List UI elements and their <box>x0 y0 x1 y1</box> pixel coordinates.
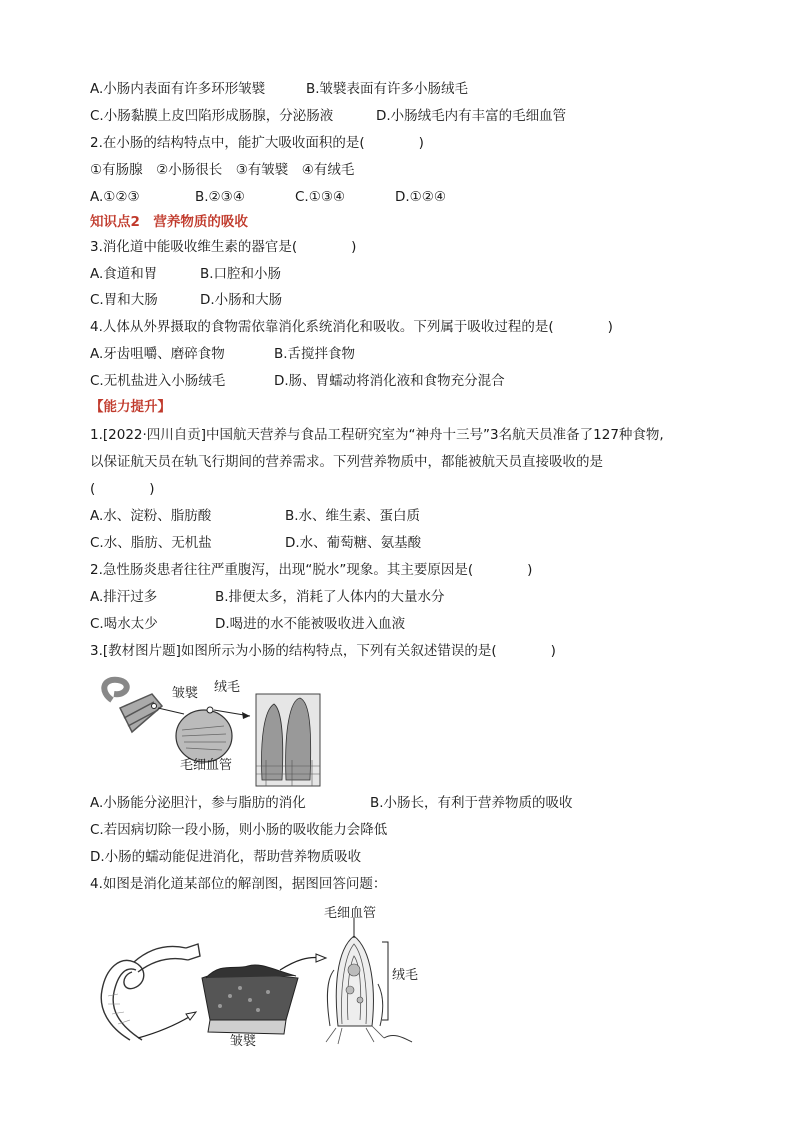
q3-option-a: A.食道和胃 <box>90 266 158 282</box>
q4-option-d: D.肠、胃蠕动将消化液和食物充分混合 <box>274 373 505 389</box>
q3-stem: 3.消化道中能吸收维生素的器官是( ) <box>90 239 357 255</box>
section-heading-ability: 【能力提升】 <box>90 399 171 415</box>
p3-fig-label-fold: 皱襞 <box>172 686 199 701</box>
p4-stem: 4.如图是消化道某部位的解剖图，据图回答问题： <box>90 876 387 892</box>
p4-fig-label-capillary: 毛细血管 <box>324 906 377 921</box>
p3-option-b: B.小肠长，有利于营养物质的吸收 <box>370 795 573 811</box>
p2-option-d: D.喝进的水不能被吸收进入血液 <box>215 616 406 632</box>
p4-fig-label-fold: 皱襞 <box>230 1034 257 1049</box>
p3-fig-label-villus: 绒毛 <box>214 680 241 695</box>
q2-option-c: C.①③④ <box>295 189 346 205</box>
p1-stem-line1: 1.[2022·四川自贡]中国航天营养与食品工程研究室为“神舟十三号”3名航天员准备了127种食物, <box>90 427 664 443</box>
digestive-tract-anatomy-image <box>90 900 440 1050</box>
p1-option-b: B.水、维生素、蛋白质 <box>285 508 421 524</box>
p2-stem: 2.急性肠炎患者往往严重腹泻，出现“脱水”现象。其主要原因是( ) <box>90 562 533 578</box>
q0-option-c: C.小肠黏膜上皮凹陷形成肠腺，分泌肠液 <box>90 108 334 124</box>
q2-items: ①有肠腺 ②小肠很长 ③有皱襞 ④有绒毛 <box>90 162 355 178</box>
q4-option-b: B.舌搅拌食物 <box>274 346 356 362</box>
q3-option-d: D.小肠和大肠 <box>200 292 283 308</box>
digestive-tract-anatomy-figure <box>90 900 440 1050</box>
q0-option-b: B.皱襞表面有许多小肠绒毛 <box>306 81 469 97</box>
p1-option-a: A.水、淀粉、脂肪酸 <box>90 508 212 524</box>
q2-stem: 2.在小肠的结构特点中，能扩大吸收面积的是( ) <box>90 135 424 151</box>
p4-fig-label-villus: 绒毛 <box>392 968 419 983</box>
p1-option-c: C.水、脂肪、无机盐 <box>90 535 212 551</box>
p1-stem-line2: 以保证航天员在轨飞行期间的营养需求。下列营养物质中，都能被航天员直接吸收的是 <box>90 454 603 470</box>
p3-option-a: A.小肠能分泌胆汁，参与脂肪的消化 <box>90 795 306 811</box>
q4-option-a: A.牙齿咀嚼、磨碎食物 <box>90 346 225 362</box>
q2-option-b: B.②③④ <box>195 189 245 205</box>
p3-option-d: D.小肠的蠕动能促进消化，帮助营养物质吸收 <box>90 849 362 865</box>
q0-option-d: D.小肠绒毛内有丰富的毛细血管 <box>376 108 567 124</box>
q0-option-a: A.小肠内表面有许多环形皱襞 <box>90 81 266 97</box>
section-heading-absorption: 知识点2 营养物质的吸收 <box>90 214 248 230</box>
q4-option-c: C.无机盐进入小肠绒毛 <box>90 373 226 389</box>
q2-option-a: A.①②③ <box>90 189 140 205</box>
small-intestine-structure-figure <box>92 670 322 788</box>
p2-option-b: B.排便太多，消耗了人体内的大量水分 <box>215 589 445 605</box>
q3-option-c: C.胃和大肠 <box>90 292 158 308</box>
q3-option-b: B.口腔和小肠 <box>200 266 282 282</box>
p1-stem-line3: ( ) <box>90 481 155 497</box>
p1-option-d: D.水、葡萄糖、氨基酸 <box>285 535 422 551</box>
q4-stem: 4.人体从外界摄取的食物需依靠消化系统消化和吸收。下列属于吸收过程的是( ) <box>90 319 613 335</box>
p2-option-a: A.排汗过多 <box>90 589 158 605</box>
p3-fig-label-capillary: 毛细血管 <box>180 758 233 773</box>
p2-option-c: C.喝水太少 <box>90 616 158 632</box>
q2-option-d: D.①②④ <box>395 189 446 205</box>
p3-option-c: C.若因病切除一段小肠，则小肠的吸收能力会降低 <box>90 822 388 838</box>
p3-stem: 3.[教材图片题]如图所示为小肠的结构特点，下列有关叙述错误的是( ) <box>90 643 556 659</box>
